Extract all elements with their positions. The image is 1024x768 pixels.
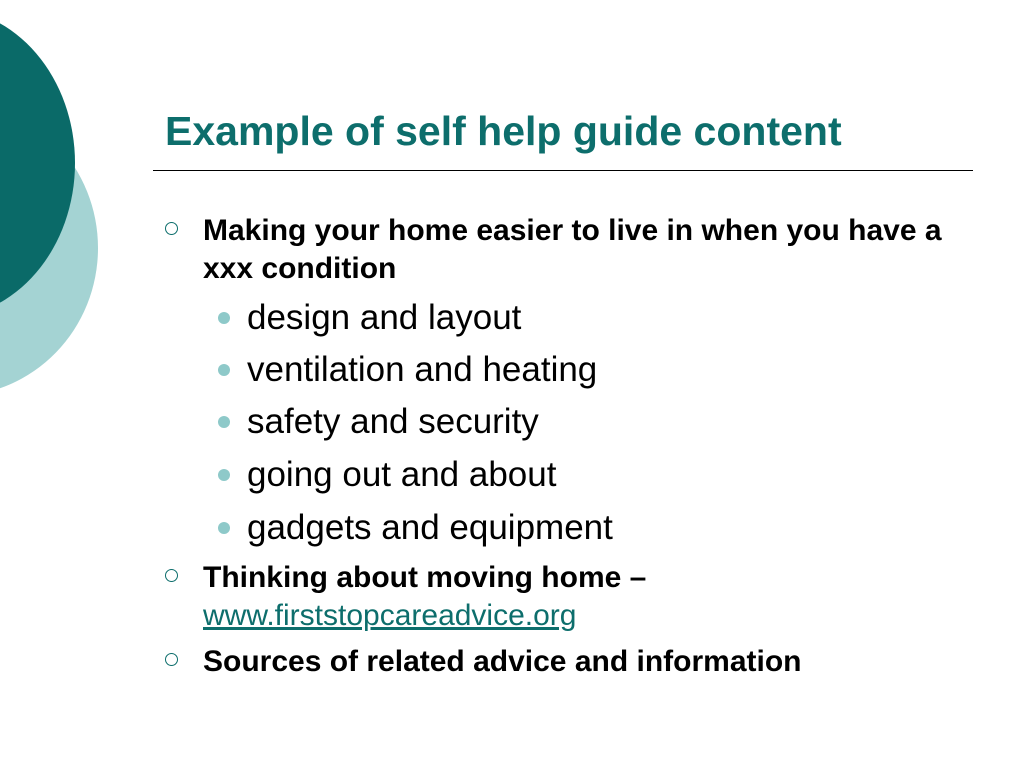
- bullet-text: Sources of related advice and information: [203, 645, 802, 678]
- slide-title: Example of self help guide content: [165, 108, 842, 154]
- title-divider: [153, 170, 973, 171]
- sub-bullet-text: design and layout: [247, 298, 522, 337]
- dot-bullet-icon: [218, 469, 230, 481]
- hollow-circle-bullet-icon: [165, 569, 178, 582]
- dot-bullet-icon: [218, 312, 230, 324]
- dot-bullet-icon: [218, 416, 230, 428]
- hollow-circle-bullet-icon: [165, 653, 178, 666]
- dot-bullet-icon: [218, 364, 230, 376]
- sub-bullet-text: gadgets and equipment: [247, 508, 613, 547]
- firststop-link[interactable]: www.firststopcareadvice.org: [203, 599, 577, 632]
- bullet-text: Making your home easier to live in when you have a xxx condition: [203, 214, 942, 285]
- hollow-circle-bullet-icon: [165, 222, 178, 235]
- sub-bullet-text: safety and security: [247, 402, 539, 441]
- dot-bullet-icon: [218, 522, 230, 534]
- sub-bullet-text: going out and about: [247, 455, 557, 494]
- sub-bullet-text: ventilation and heating: [247, 350, 598, 389]
- bullet-text: Thinking about moving home –: [203, 561, 647, 594]
